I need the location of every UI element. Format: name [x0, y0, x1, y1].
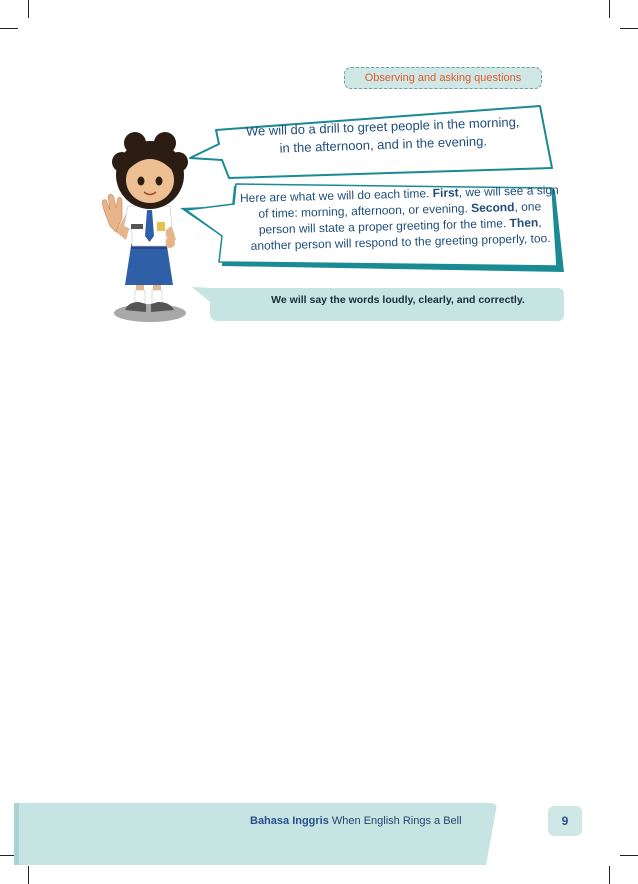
footer-subject: Bahasa Inggris: [250, 815, 329, 827]
bubble-1-line-1: We will do a drill to greet people in the morning,: [245, 114, 520, 139]
section-tag: Observing and asking questions: [344, 67, 542, 89]
bubble-2-part-2: , we will see a sign of time: morning, afternoon, or evening.: [258, 182, 559, 221]
keyword-first: First: [432, 185, 459, 201]
bubble-2-part-3: , one person will state a proper greeting for the time.: [258, 199, 542, 237]
bubble-2-part-1: Here are what we will do each time.: [239, 186, 433, 206]
page-number: 9: [548, 806, 582, 836]
footer-title: [250, 815, 462, 827]
bubble-2-part-4: , another person will respond to the greeting properly, too.: [250, 215, 551, 253]
footer-book-title: When English Rings a Bell: [331, 815, 462, 827]
keyword-second: Second: [470, 200, 515, 216]
bubble-3-text: We will say the words loudly, clearly, and correctly.: [271, 294, 525, 306]
bubble-1-line-2: in the afternoon, and in the evening.: [279, 133, 488, 156]
keyword-then: Then: [509, 215, 539, 231]
